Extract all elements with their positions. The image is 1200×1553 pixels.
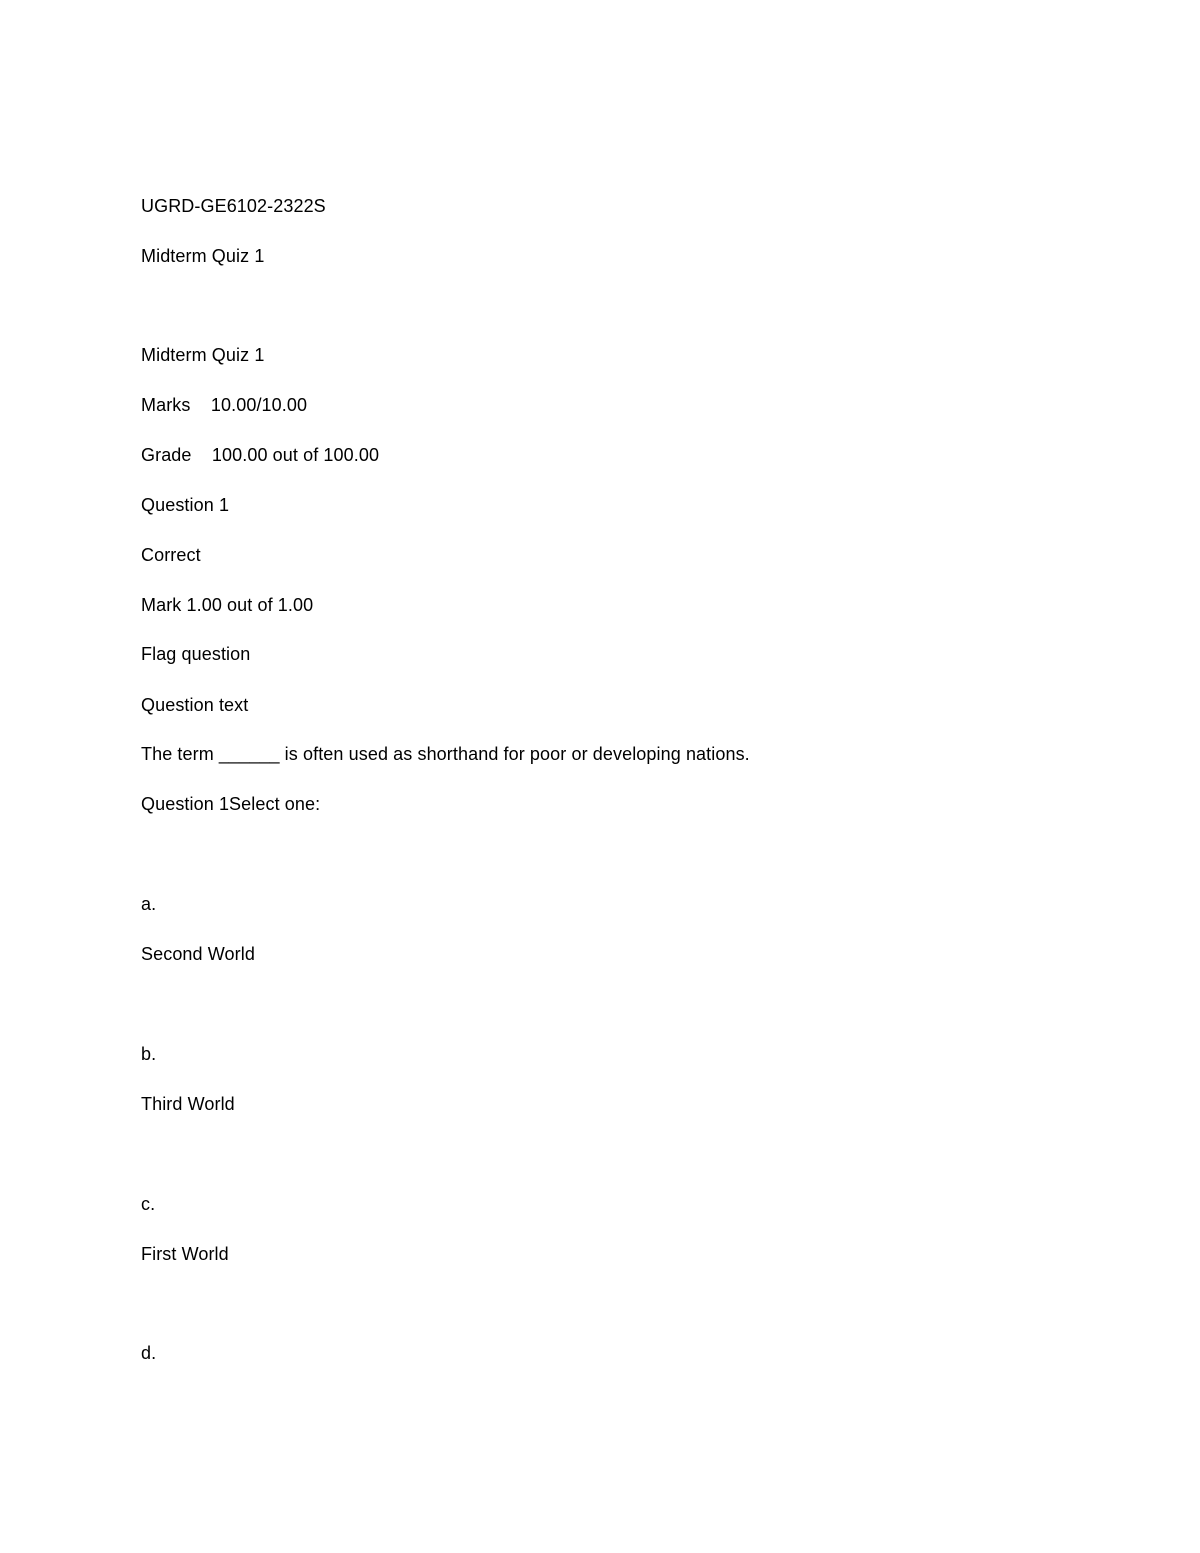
question-text: The term ______ is often used as shorthand for poor or developing nations.: [141, 744, 750, 764]
option-c-letter[interactable]: c.: [141, 1194, 156, 1214]
marks-line: Marks 10.00/10.00: [141, 395, 308, 415]
quiz-title-repeat: Midterm Quiz 1: [141, 345, 265, 365]
question-mark: Mark 1.00 out of 1.00: [141, 595, 314, 615]
question-text-heading: Question text: [141, 695, 249, 715]
option-d-letter[interactable]: d.: [141, 1343, 157, 1363]
option-b-letter[interactable]: b.: [141, 1044, 157, 1064]
option-a-letter[interactable]: a.: [141, 894, 157, 914]
option-a-label[interactable]: Second World: [141, 944, 255, 964]
flag-question-link[interactable]: Flag question: [141, 644, 251, 664]
option-b-label[interactable]: Third World: [141, 1094, 235, 1114]
select-prompt: Question 1Select one:: [141, 794, 321, 814]
course-code: UGRD-GE6102-2322S: [141, 196, 326, 216]
question-status: Correct: [141, 545, 201, 565]
question-number: Question 1: [141, 495, 230, 515]
grade-line: Grade 100.00 out of 100.00: [141, 445, 380, 465]
option-c-label[interactable]: First World: [141, 1244, 229, 1264]
quiz-title: Midterm Quiz 1: [141, 246, 265, 266]
